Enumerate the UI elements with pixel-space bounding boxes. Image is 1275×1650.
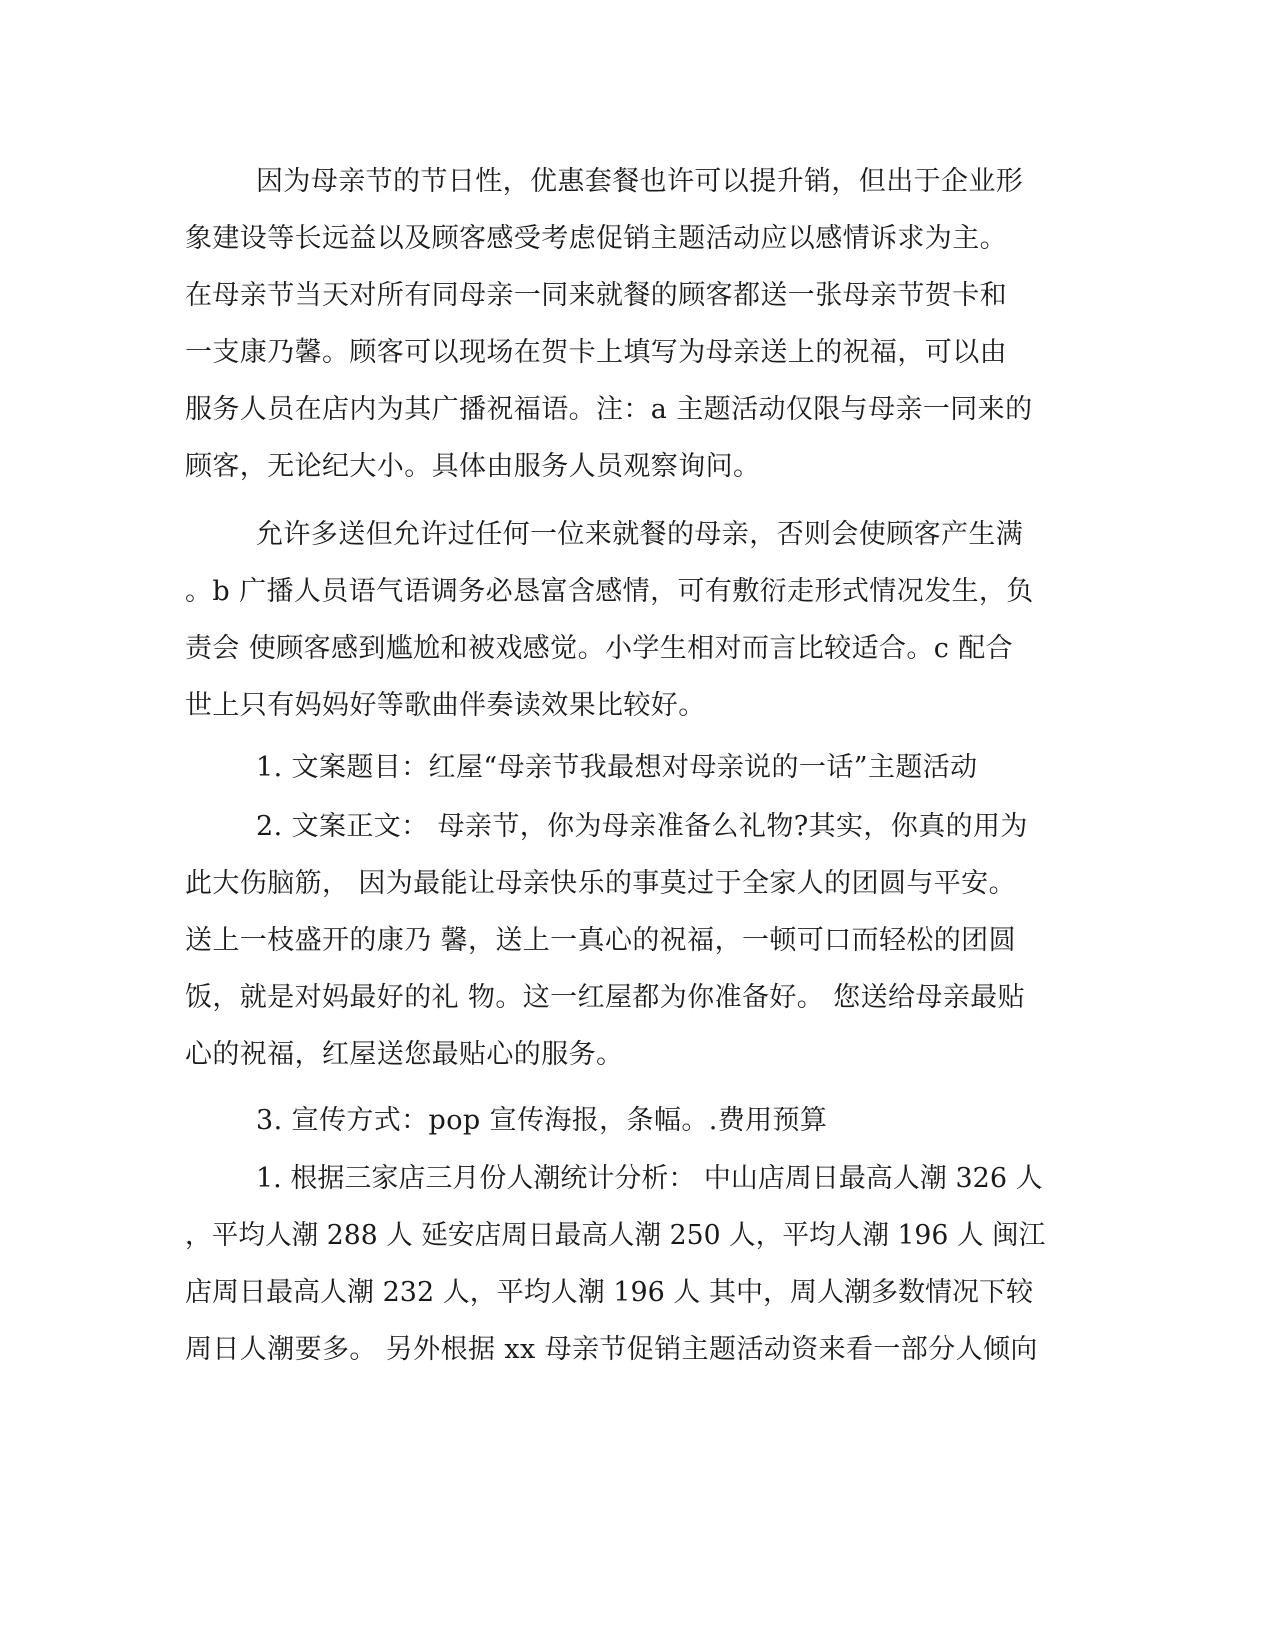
paragraph-line: 周日人潮要多。 另外根据 xx 母亲节促销主题活动资来看一部分人倾向 [185, 1334, 1038, 1365]
list-item: 1. 根据三家店三月份人潮统计分析： 中山店周日最高人潮 326 人 [256, 1163, 1043, 1194]
paragraph-line: 一支康乃馨。顾客可以现场在贺卡上填写为母亲送上的祝福，可以由 [185, 337, 1007, 368]
paragraph-line: ，平均人潮 288 人 延安店周日最高人潮 250 人，平均人潮 196 人 闽江 [185, 1220, 1046, 1251]
paragraph-line: 饭，就是对妈最好的礼 物。这一红屋都为你准备好。 您送给母亲最贴 [185, 982, 1025, 1013]
paragraph-line: 。b 广播人员语气语调务必恳富含感情，可有敷衍走形式情况发生，负 [185, 576, 1034, 607]
paragraph-line: 因为母亲节的节日性，优惠套餐也许可以提升销，但出于企业形 [256, 166, 1024, 197]
paragraph-line: 店周日最高人潮 232 人，平均人潮 196 人 其中，周人潮多数情况下较 [185, 1277, 1033, 1308]
paragraph-line: 顾客，无论纪大小。具体由服务人员观察询问。 [185, 451, 761, 482]
paragraph-line: 责会 使顾客感到尴尬和被戏感觉。小学生相对而言比较适合。c 配合 [185, 633, 1014, 664]
list-item: 2. 文案正文： 母亲节，你为母亲准备么礼物?其实，你真的用为 [256, 811, 1028, 842]
paragraph-line: 象建设等长远益以及顾客感受考虑促销主题活动应以感情诉求为主。 [185, 223, 1007, 254]
list-item: 1. 文案题目：红屋“母亲节我最想对母亲说的一话”主题活动 [256, 752, 978, 783]
paragraph-line: 服务人员在店内为其广播祝福语。注：a 主题活动仅限与母亲一同来的 [185, 394, 1033, 425]
paragraph-line: 此大伤脑筋， 因为最能让母亲快乐的事莫过于全家人的团圆与平安。 [185, 868, 1016, 899]
paragraph-line: 在母亲节当天对所有同母亲一同来就餐的顾客都送一张母亲节贺卡和 [185, 280, 1007, 311]
paragraph-line: 送上一枝盛开的康乃 馨，送上一真心的祝福，一顿可口而轻松的团圆 [185, 925, 1016, 956]
paragraph-line: 允许多送但允许过任何一位来就餐的母亲，否则会使顾客产生满 [256, 519, 1024, 550]
paragraph-line: 心的祝福，红屋送您最贴心的服务。 [185, 1039, 624, 1070]
paragraph-line: 世上只有妈妈好等歌曲伴奏读效果比较好。 [185, 690, 706, 721]
list-item: 3. 宣传方式：pop 宣传海报，条幅。.费用预算 [256, 1105, 828, 1136]
